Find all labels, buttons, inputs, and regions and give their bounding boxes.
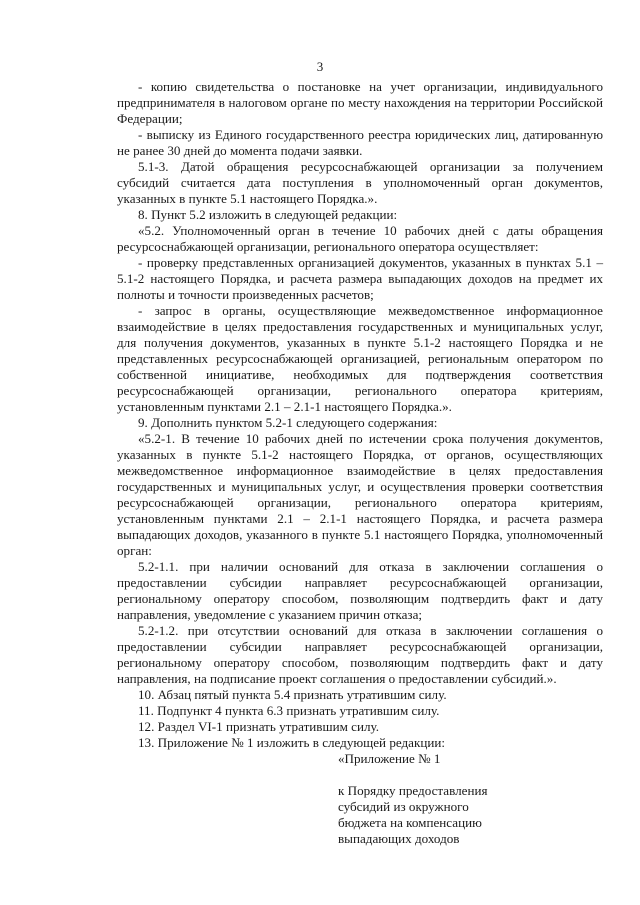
paragraph-request-organs: - запрос в органы, осуществляющие межведомственное информационное взаимодействие в целях предоставления государственных и муниципальных услуг, для получения документов, указанных в пункте 5.1-2 настоящего Порядка и не представленных ресурсоснабжающей организацией, региональным оператором по собственной инициативе, необходимых для подтверждения соответствия ресурсоснабжающей организации, регионального оператора критериям, установленным пунктами 2.1 – 2.1-1 настоящего Порядка.». bbox=[117, 303, 603, 414]
paragraph-5-2-1-2: 5.2-1.2. при отсутствии оснований для отказа в заключении соглашения о предоставлении субсидии направляет ресурсоснабжающей организации, региональному оператору способом, позволяющим подтвердить факт и дату направления, на подписание проект соглашения о предоставлении субсидий.». bbox=[117, 623, 603, 686]
document-body bbox=[117, 79, 603, 847]
appendix-spacer bbox=[117, 767, 603, 783]
appendix-line: субсидий из окружного bbox=[338, 799, 469, 814]
page-number: 3 bbox=[316, 59, 324, 74]
paragraph-5-2-1: «5.2-1. В течение 10 рабочих дней по истечении срока получения документов, указанных в пункте 5.1-2 настоящего Порядка, от органов, осуществляющих межведомственное информационное взаимодействие в целях предоставления государственных и муниципальных услуг, и осуществления проверки соответствия ресурсоснабжающей организации, регионального оператора критериям, установленным пунктами 2.1 – 2.1-1 настоящего Порядка, и расчета размера выпадающих доходов, указанного в пункте 5.1 настоящего Порядка, уполномоченный орган: bbox=[117, 431, 603, 558]
appendix-title: «Приложение № 1 bbox=[338, 751, 441, 766]
appendix-line: выпадающих доходов bbox=[338, 831, 460, 846]
paragraph-copy-certificate: - копию свидетельства о постановке на учет организации, индивидуального предпринимателя в налоговом органе по месту нахождения на территории Российской Федерации; bbox=[117, 79, 603, 126]
paragraph-item-8: 8. Пункт 5.2 изложить в следующей редакции: bbox=[138, 207, 398, 222]
paragraph-item-10: 10. Абзац пятый пункта 5.4 признать утратившим силу. bbox=[138, 687, 447, 702]
paragraph-item-9: 9. Дополнить пунктом 5.2-1 следующего содержания: bbox=[138, 415, 438, 430]
paragraph-item-11: 11. Подпункт 4 пункта 6.3 признать утратившим силу. bbox=[138, 703, 440, 718]
appendix-line: бюджета на компенсацию bbox=[338, 815, 482, 830]
paragraph-check-documents: - проверку представленных организацией документов, указанных в пунктах 5.1 – 5.1-2 настоящего Порядка, и расчета размера выпадающих доходов на предмет их полноты и точности произведенных расчетов; bbox=[117, 255, 603, 302]
paragraph-5-1-3: 5.1-3. Датой обращения ресурсоснабжающей организации за получением субсидий считается дата поступления в уполномоченный орган документов, указанных в пункте 5.1 настоящего Порядка.». bbox=[117, 159, 603, 206]
paragraph-item-12: 12. Раздел VI-1 признать утратившим силу. bbox=[138, 719, 379, 734]
paragraph-item-13: 13. Приложение № 1 изложить в следующей редакции: bbox=[138, 735, 446, 750]
paragraph-egrul-extract: - выписку из Единого государственного реестра юридических лиц, датированную не ранее 30 дней до момента подачи заявки. bbox=[117, 127, 603, 158]
appendix-line: к Порядку предоставления bbox=[338, 783, 488, 798]
paragraph-5-2: «5.2. Уполномоченный орган в течение 10 рабочих дней с даты обращения ресурсоснабжающей организации, регионального оператора осуществляет: bbox=[117, 223, 603, 254]
paragraph-5-2-1-1: 5.2-1.1. при наличии оснований для отказа в заключении соглашения о предоставлении субсидии направляет ресурсоснабжающей организации, региональному оператору способом, позволяющим подтвердить факт и дату направления, уведомление с указанием причин отказа; bbox=[117, 559, 603, 622]
